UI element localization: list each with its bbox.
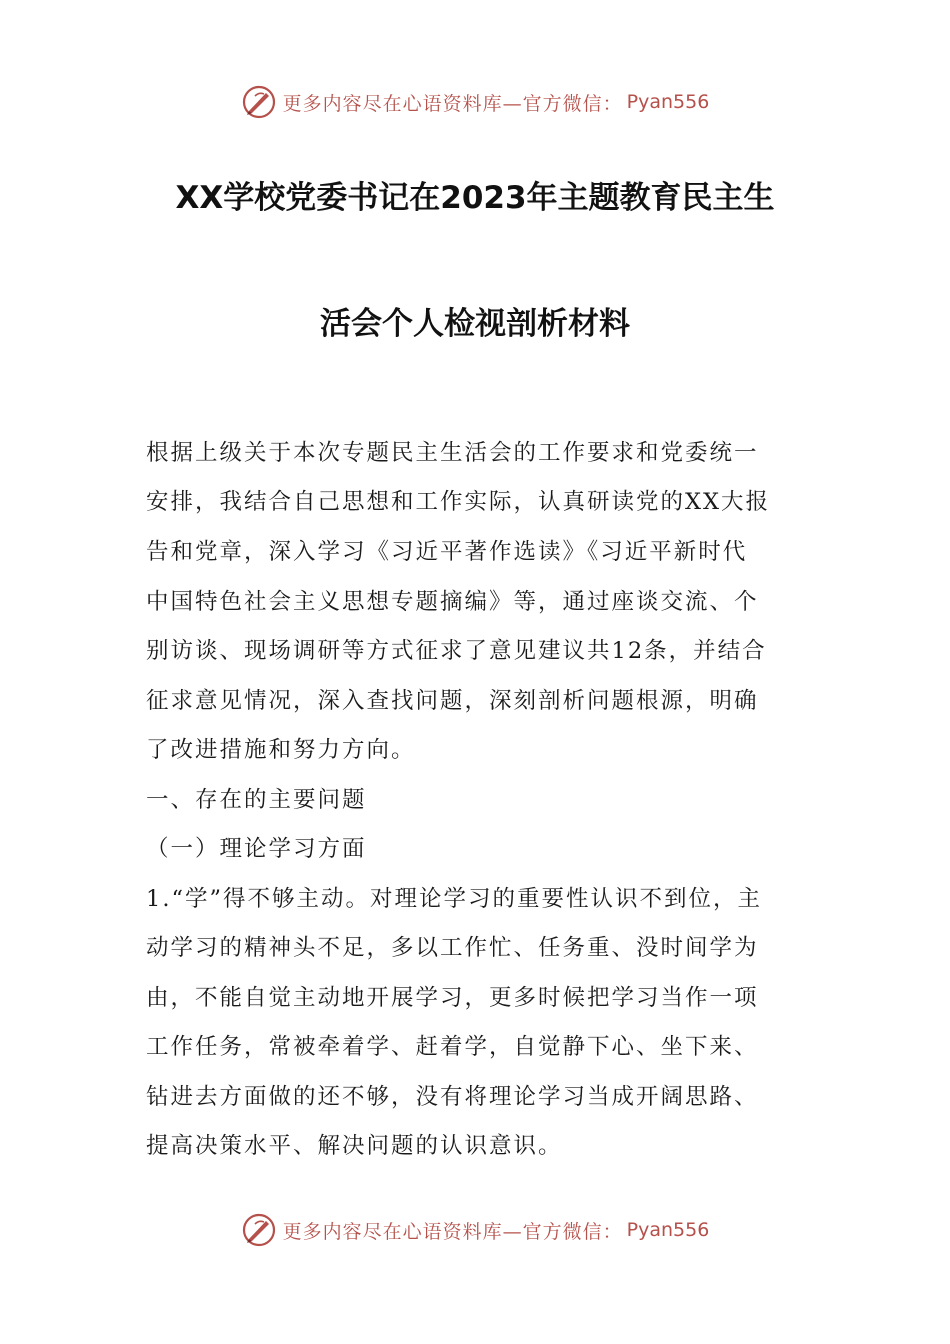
paragraph-line: 安排，我结合自己思想和工作实际，认真研读党的XX大报 (146, 489, 771, 515)
paragraph-line: 钻进去方面做的还不够，没有将理论学习当成开阔思路、 (146, 1084, 759, 1110)
paragraph-line: 告和党章，深入学习《习近平著作选读》《习近平新时代 (146, 539, 748, 565)
paragraph-line: 别访谈、现场调研等方式征求了意见建议共12条，并结合 (146, 638, 767, 664)
paragraph-line: 中国特色社会主义思想专题摘编》等，通过座谈交流、个 (146, 589, 759, 615)
banner-text: 更多内容尽在心语资料库—官方微信： (282, 1220, 623, 1243)
subsection-heading: （一）理论学习方面 (146, 836, 367, 862)
footer-banner (0, 1208, 950, 1252)
banner-wechat-handle: Pyan556 (626, 1219, 710, 1241)
header-banner (0, 80, 950, 124)
paragraph-line: 根据上级关于本次专题民主生活会的工作要求和党委统一 (146, 440, 759, 466)
pen-circle-logo-icon (241, 84, 277, 120)
paragraph-line: 工作任务，常被牵着学、赶着学，自觉静下心、坐下来、 (146, 1034, 759, 1060)
document-title-line-2: 活会个人检视剖析材料 (320, 306, 630, 342)
paragraph-line: 1.“学”得不够主动。对理论学习的重要性认识不到位，主 (146, 886, 762, 912)
banner-wechat-handle: Pyan556 (626, 91, 710, 113)
paragraph-line: 提高决策水平、解决问题的认识意识。 (146, 1133, 563, 1159)
section-heading: 一、存在的主要问题 (146, 787, 367, 813)
paragraph-line: 征求意见情况，深入查找问题，深刻剖析问题根源，明确 (146, 688, 759, 714)
pen-circle-logo-icon (241, 1212, 277, 1248)
paragraph-line: 由，不能自觉主动地开展学习，更多时候把学习当作一项 (146, 985, 759, 1011)
paragraph-line: 动学习的精神头不足，多以工作忙、任务重、没时间学为 (146, 935, 759, 961)
banner-text: 更多内容尽在心语资料库—官方微信： (282, 92, 623, 115)
document-title-line-1: XX学校党委书记在2023年主题教育民主生 (175, 180, 775, 216)
paragraph-line: 了改进措施和努力方向。 (146, 737, 416, 763)
